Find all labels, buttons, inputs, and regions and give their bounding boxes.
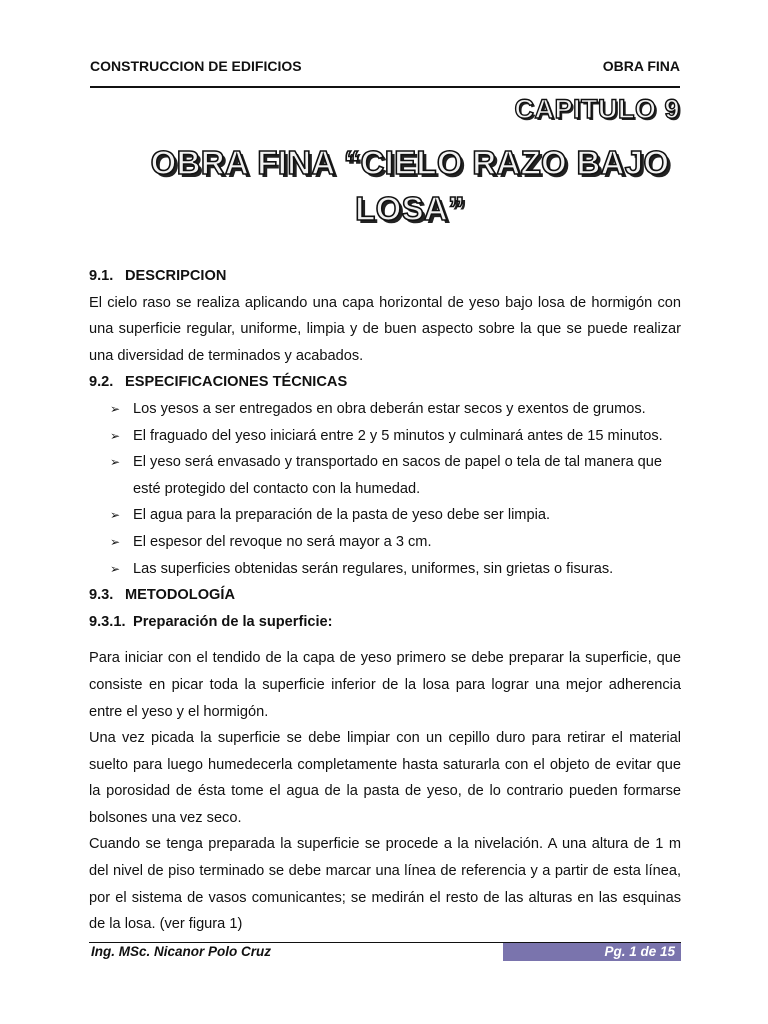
list-item <box>89 423 681 450</box>
arrow-bullet-icon: ➢ <box>110 561 121 576</box>
section-paragraph: El cielo raso se realiza aplicando una capa horizontal de yeso bajo losa de hormigón con una superficie regular, uniforme, limpia y de buen aspecto sobre la que se puede realizar una diversidad de terminados y acabados. <box>89 294 681 364</box>
section-number: 9.3.1. <box>89 613 126 630</box>
page-footer <box>89 942 681 961</box>
list-item-text: El fraguado del yeso iniciará entre 2 y 5 minutos y culminará antes de 15 minutos. <box>133 427 663 444</box>
section-paragraph: Una vez picada la superficie se debe limpiar con un cepillo duro para retirar el material suelto para luego humedecerla completamente hasta saturarla con el objeto de evitar que la porosidad de ésta tome el agua de la pasta de yeso, de lo contrario pueden formarse bolsones una vez seco. <box>89 730 681 826</box>
section-title: Preparación de la superficie: <box>133 613 333 630</box>
arrow-bullet-icon: ➢ <box>110 508 121 523</box>
arrow-bullet-icon: ➢ <box>110 455 121 470</box>
list-item-text: Las superficies obtenidas serán regulares, uniformes, sin grietas o fisuras. <box>133 560 614 577</box>
list-item-text: El espesor del revoque no será mayor a 3 cm. <box>133 533 432 550</box>
section-heading-9-3-1 <box>89 609 681 636</box>
list-item-text: El yeso será envasado y transportado en sacos de papel o tela de tal manera que esté protegido del contacto con la humedad. <box>133 454 662 497</box>
section-number: 9.2. <box>89 374 114 391</box>
header-right-title: OBRA FINA <box>602 58 680 74</box>
list-item <box>89 502 681 529</box>
page-title-line-2: LOSA” <box>355 190 465 227</box>
arrow-bullet-icon: ➢ <box>110 428 121 443</box>
section-heading-9-1 <box>89 263 681 290</box>
list-item <box>89 396 681 423</box>
page-title-line-1: OBRA FINA “CIELO RAZO BAJO <box>150 144 670 181</box>
section-title: METODOLOGÍA <box>125 587 235 604</box>
section-heading-9-3 <box>89 582 681 609</box>
list-item <box>89 556 681 583</box>
section-title: ESPECIFICACIONES TÉCNICAS <box>125 374 348 391</box>
page-title <box>140 140 680 232</box>
page-header <box>90 58 680 74</box>
arrow-bullet-icon: ➢ <box>110 401 121 416</box>
list-item-text: Los yesos a ser entregados en obra deberán estar secos y exentos de grumos. <box>133 400 646 417</box>
list-item <box>89 449 681 502</box>
section-paragraph: Para iniciar con el tendido de la capa de yeso primero se debe preparar la superficie, que consiste en picar toda la superficie inferior de la losa para lograr una mejor adherencia entre el yeso y el hormigón. <box>89 650 681 720</box>
header-left-title: CONSTRUCCION DE EDIFICIOS <box>90 58 302 74</box>
section-paragraph: Cuando se tenga preparada la superficie se procede a la nivelación. A una altura de 1 m del nivel de piso terminado se debe marcar una línea de referencia y a partir de esta línea, por el sistema de vasos comunicantes; se medirán el resto de las alturas en las esquinas de la losa. (ver figura 1) <box>89 836 681 933</box>
footer-author: Ing. MSc. Nicanor Polo Cruz <box>91 944 272 959</box>
section-number: 9.3. <box>89 587 114 604</box>
page-number-badge: Pg. 1 de 15 <box>503 943 681 961</box>
specifications-list <box>89 396 681 582</box>
section-title: DESCRIPCION <box>125 268 227 284</box>
document-body <box>89 263 681 938</box>
chapter-label: CAPITULO 9 <box>514 94 680 124</box>
section-number: 9.1. <box>89 268 114 284</box>
arrow-bullet-icon: ➢ <box>110 534 121 549</box>
list-item-text: El agua para la preparación de la pasta de yeso debe ser limpia. <box>133 507 550 524</box>
header-divider <box>90 86 680 88</box>
section-heading-9-2 <box>89 369 681 396</box>
list-item <box>89 529 681 556</box>
